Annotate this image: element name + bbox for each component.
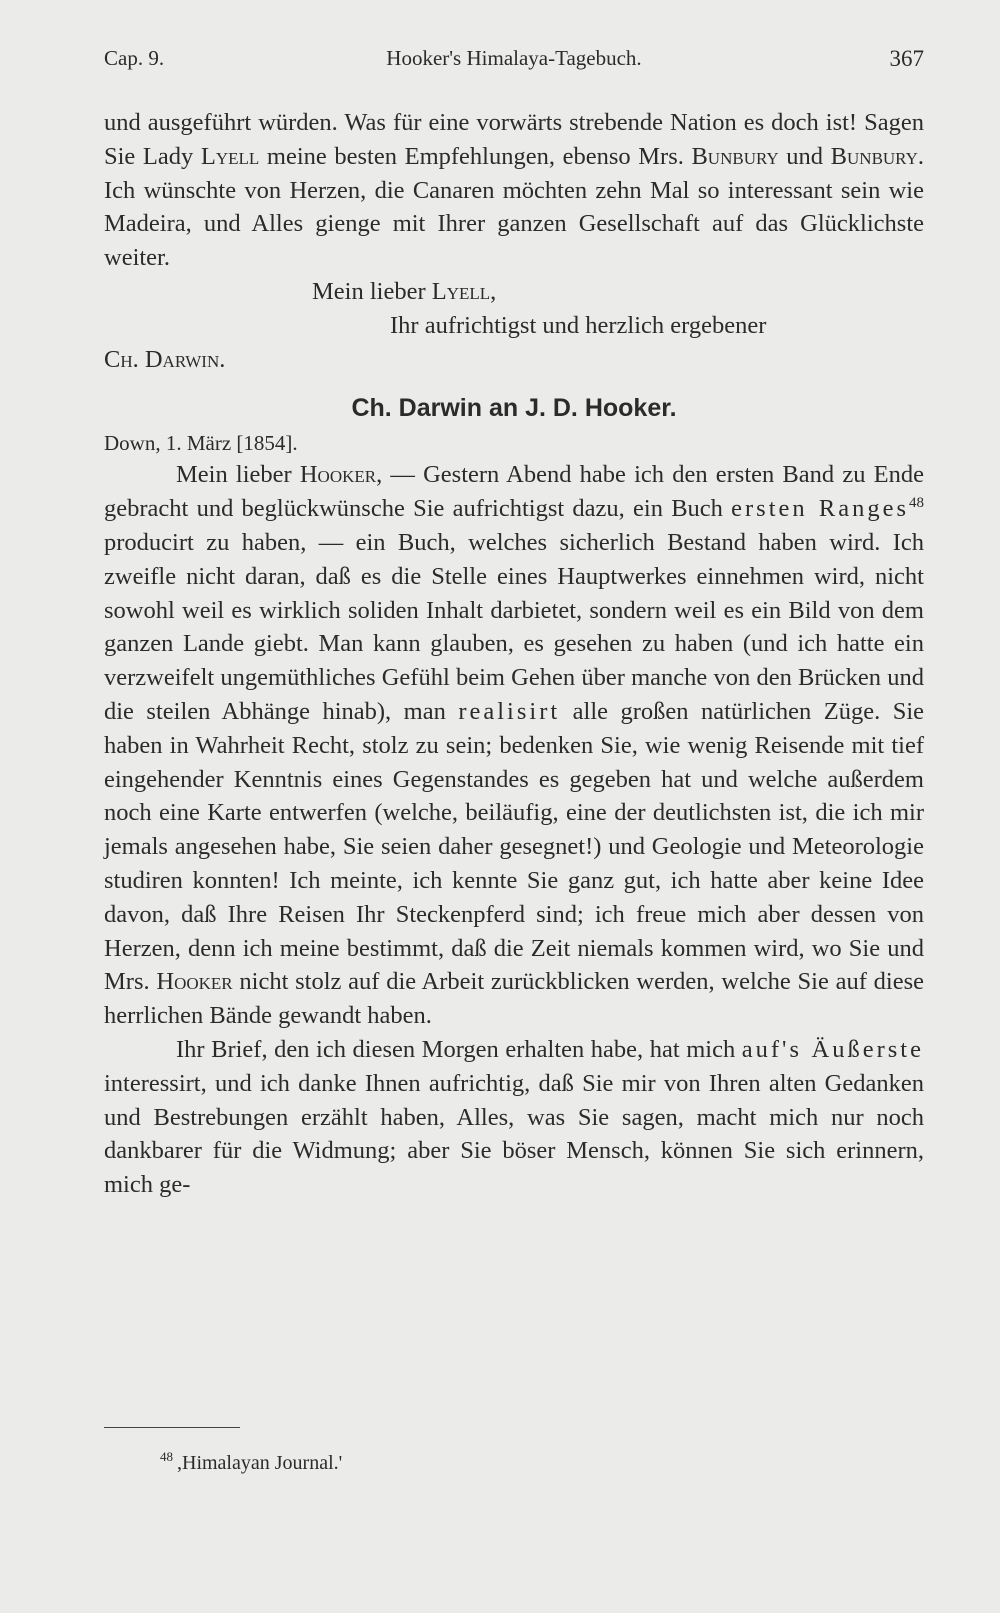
- text-run: nicht stolz auf die Arbeit zurückblicken werden, welche Sie auf diese herrlichen Bände gewandt haben.: [104, 968, 924, 1030]
- footnote-number: 48: [160, 1449, 173, 1465]
- text-run: . Ich wünschte von Herzen, die Canaren möchten zehn Mal so interessant sein wie Madeira, und Alles gienge mit Ihrer ganzen Gesellschaft auf das Glücklichste weiter.: [104, 142, 924, 272]
- text-run: meine besten Empfehlungen, ebenso Mrs.: [259, 142, 692, 170]
- name-hooker: Hooker: [299, 461, 377, 489]
- text-run: und: [778, 142, 831, 170]
- paragraph: [104, 1033, 924, 1202]
- text-run: ,: [490, 277, 497, 305]
- text-run: alle großen natürlichen Züge. Sie haben in Wahrheit Recht, stolz zu sein; bedenken Sie, wie wenig Reisende mit tief eingehender Kenntnis eines Gegenstandes es gegeben hat und welche außerdem noch eine Karte entwerfen (welche, beiläufig, eine der deutlichsten ist, die ich mir jemals angesehen habe, Sie seien daher gesegnet!) und Geologie und Meteorologie studiren konnten! Ich meinte, ich kennte Sie ganz gut, ich hatte aber keine Idee davon, daß Ihre Reisen Ihr Steckenpferd sind; ich freue mich aber dessen von Herzen, denn ich meine bestimmt, daß die Zeit niemals kommen wird, wo Sie und Mrs.: [104, 697, 925, 996]
- footnote-text: ,Himalayan Journal.': [177, 1452, 343, 1474]
- letter-dateline: Down, 1. März [1854].: [104, 431, 298, 456]
- name-bunbury: Bunbury: [830, 142, 918, 170]
- name-lyell: Lyell: [431, 277, 491, 305]
- text-run: Mein lieber: [312, 277, 432, 305]
- emphasis-spaced: ersten Ranges: [731, 495, 909, 523]
- paragraph: [104, 458, 924, 1033]
- chapter-label: Cap. 9.: [104, 46, 165, 70]
- name-bunbury: Bunbury: [691, 142, 779, 170]
- closing-salutation: [104, 275, 924, 309]
- page-number: 367: [889, 46, 924, 71]
- name-lyell: Lyell: [200, 142, 260, 170]
- footnote: [160, 1449, 343, 1475]
- footnote-reference: 48: [909, 495, 924, 512]
- running-title: Hooker's Himalaya-Tagebuch.: [386, 46, 642, 70]
- emphasis-spaced: auf's Äußerste: [741, 1035, 924, 1063]
- letter-heading: Ch. Darwin an J. D. Hooker.: [351, 394, 677, 423]
- emphasis-spaced: realisirt: [458, 697, 561, 725]
- footnote-rule: [104, 1427, 240, 1428]
- text-run: Ihr Brief, den ich diesen Morgen erhalten habe, hat mich: [176, 1035, 742, 1063]
- name-hooker: Hooker: [156, 968, 233, 996]
- text-run: und ausgeführt würden. Was für eine vorwärts strebende Nation es doch ist! Sagen Sie Lady: [104, 109, 924, 170]
- text-run: Mein lieber: [176, 461, 300, 489]
- page-body: [104, 106, 924, 1202]
- closing-line: Ihr aufrichtigst und herzlich ergebener: [390, 311, 767, 339]
- text-run: producirt zu haben, — ein Buch, welches sicherlich Bestand haben wird. Ich zweifle nicht daran, daß es die Stelle eines Hauptwerkes einnehmen wird, nicht sowohl weil es wirklich soliden Inhalt darbietet, sondern weil es ein Bild von dem ganzen Lande giebt. Man kann glauben, es gesehen zu haben (und ich hatte ein verzweifelt ungemüthliches Gefühl beim Gehen über manche von den Brücken und die steilen Abhänge hinab), man: [104, 528, 924, 725]
- text-run: , — Gestern Abend habe ich den ersten Band zu Ende gebracht und beglückwünsche Sie aufrichtigst dazu, ein Buch: [104, 461, 924, 523]
- paragraph-continuation: [104, 106, 924, 275]
- text-run: interessirt, und ich danke Ihnen aufrichtig, daß Sie mir von Ihren alten Gedanken und Bestrebungen erzählt haben, Alles, was Sie sagen, macht mich nur noch dankbarer für die Widmung; aber Sie böser Mensch, können Sie sich erinnern, mich ge-: [104, 1069, 924, 1199]
- signature: Ch. Darwin.: [104, 345, 226, 373]
- running-header: [104, 46, 924, 76]
